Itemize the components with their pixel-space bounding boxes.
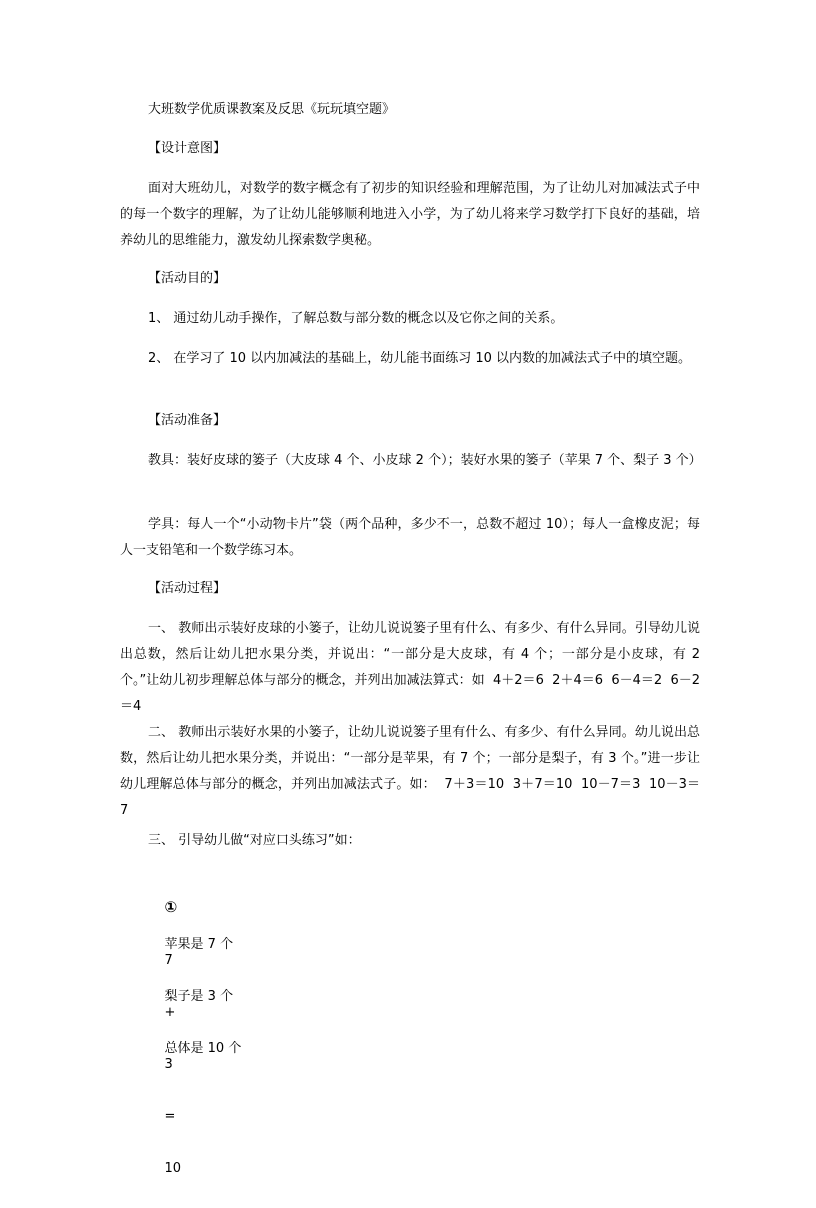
equation-equals-sign: = [164,1109,176,1124]
process-step-2: 二、 教师出示装好水果的小篓子，让幼儿说说篓子里有什么、有多少、有什么异同。幼儿说出总数，然后让幼儿把水果分类，并说出：“一部分是苹果，有 7 个；一部分是梨子，有 3 个。”进一步让幼儿理解总体与部分的概念，并列出加减法式子。如： 7＋3＝10 3＋7＝10 10－7＝3 10－3＝7 [120,725,700,818]
label-pear-count: 梨子是 3 个 [164,989,234,1004]
equation-plus-sign: + [164,1005,176,1020]
circled-number-1: ① [164,898,178,916]
prep-heading: 【活动准备】 [148,413,227,428]
process-step-1: 一、 教师出示装好皮球的小篓子，让幼儿说说篓子里有什么、有多少、有什么异同。引导幼儿说出总数，然后让幼儿把水果分类，并说出：“一部分是大皮球，有 4 个；一部分是小皮球，有 2 个。”让幼儿初步理解总体与部分的概念，并列出加减法算式：如 4＋2＝6 2＋4＝6 6－4＝2 6－2＝4 [120,621,705,714]
design-heading: 【设计意图】 [148,141,227,156]
equation-operand-b: 3 [164,1057,173,1072]
label-apple-count: 苹果是 7 个 [164,937,234,952]
equation-labels-row [148,906,728,1088]
goal-item-2: 2、 在学习了 10 以内加减法的基础上，幼儿能书面练习 10 以内数的加减法式子中的填空题。 [148,351,692,366]
process-step-3: 三、 引导幼儿做“对应口头练习”如： [148,833,361,848]
label-total-count: 总体是 10 个 [164,1041,242,1056]
goal-heading: 【活动目的】 [148,271,227,286]
equation-result: 10 [164,1161,182,1176]
prep-student-tools: 学具：每人一个“小动物卡片”袋（两个品种，多少不一，总数不超过 10）；每人一盒橡皮泥；每人一支铅笔和一个数学练习本。 [120,517,700,558]
process-heading: 【活动过程】 [148,581,227,596]
equation-operand-a: 7 [164,953,173,968]
goal-item-1: 1、 通过幼儿动手操作，了解总数与部分数的概念以及它你之间的关系。 [148,311,564,326]
document-title: 大班数学优质课教案及反思《玩玩填空题》 [148,102,396,117]
design-paragraph: 面对大班幼儿，对数学的数字概念有了初步的知识经验和理解范围，为了让幼儿对加减法式子中的每一个数字的理解，为了让幼儿能够顺利地进入小学，为了幼儿将来学习数学打下良好的基础，培养幼儿的思维能力，激发幼儿探索数学奥秘。 [120,181,700,248]
prep-teacher-tools: 教具：装好皮球的篓子（大皮球 4 个、小皮球 2 个）；装好水果的篓子（苹果 7 个、梨子 3 个） [148,453,702,468]
